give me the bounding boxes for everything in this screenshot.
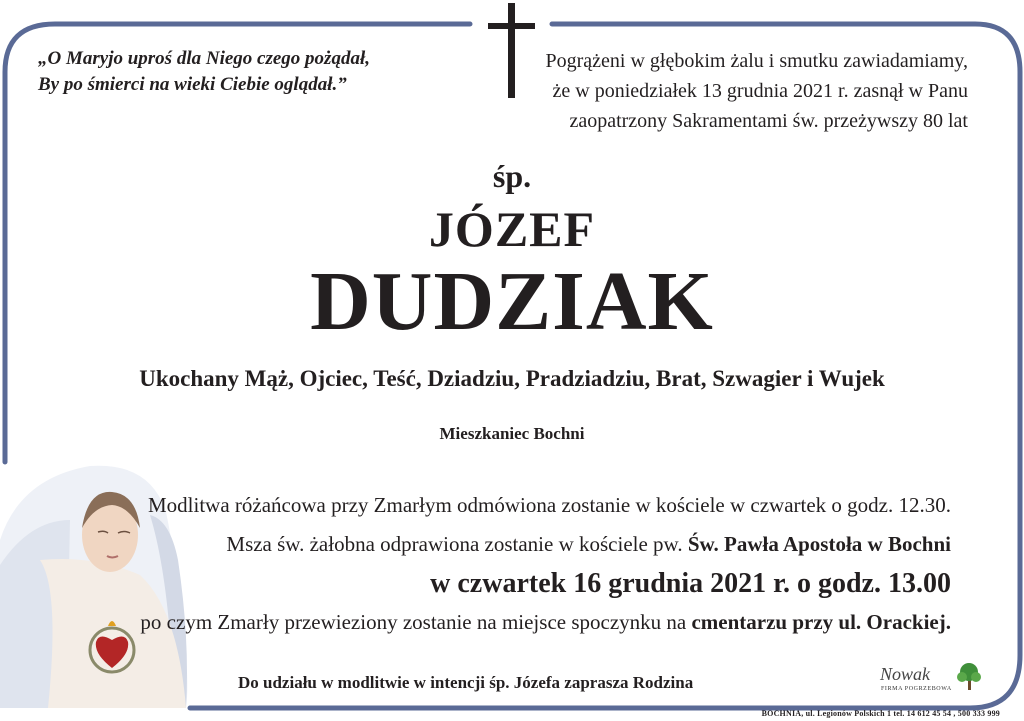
deceased-first-name: JÓZEF [428,201,596,257]
ceremony-details [140,486,951,642]
announcement-line-1: Pogrążeni w głębokim żalu i smutku zawiadamiamy, [545,50,968,72]
rosary-line: Modlitwa różańcowa przy Zmarłym odmówiona zostanie w kościele w czwartek o godz. 12.30. [147,493,951,517]
tree-logo-icon [957,663,981,690]
quote-line-1: „O Maryjo uproś dla Niego czego pożądał, [38,48,370,69]
mass-prefix: Msza św. żałobna odprawiona zostanie w kościele pw. [226,532,688,556]
funeral-home-address: BOCHNIA, ul. Legionów Polskich 1 tel. 14 612 45 54 , 500 333 999 [761,709,1000,718]
funeral-home-logo-subtitle: FIRMA POGRZEBOWA [881,686,952,692]
death-announcement [546,46,968,136]
burial-prefix: po czym Zmarły przewieziony zostanie na miejsce spoczynku na [140,610,692,634]
mass-line [140,525,951,564]
burial-line [140,603,951,642]
residence: Mieszkaniec Bochni [439,424,585,443]
funeral-date-time: w czwartek 16 grudnia 2021 r. o godz. 13.00 [430,568,951,599]
quote-line-2: By po śmierci na wieki Ciebie oglądał.” [38,74,347,95]
cross-icon [488,3,535,98]
family-roles: Ukochany Mąż, Ojciec, Teść, Dziadziu, Pradziadziu, Brat, Szwagier i Wujek [139,366,885,391]
deceased-surname: DUDZIAK [310,255,714,348]
cemetery-name: cmentarzu przy ul. Orackiej. [691,610,951,634]
announcement-line-3: zaopatrzony Sakramentami św. przeżywszy 80 lat [569,110,968,132]
announcement-line-2: że w poniedziałek 13 grudnia 2021 r. zasnął w Panu [552,80,968,102]
invitation: Do udziału w modlitwie w intencji śp. Józefa zaprasza Rodzina [238,673,694,692]
church-name: Św. Pawła Apostoła w Bochni [687,532,951,556]
funeral-home-logo-name: Nowak [880,664,931,684]
deceased-prefix: śp. [492,158,532,194]
prayer-quote [38,46,370,98]
